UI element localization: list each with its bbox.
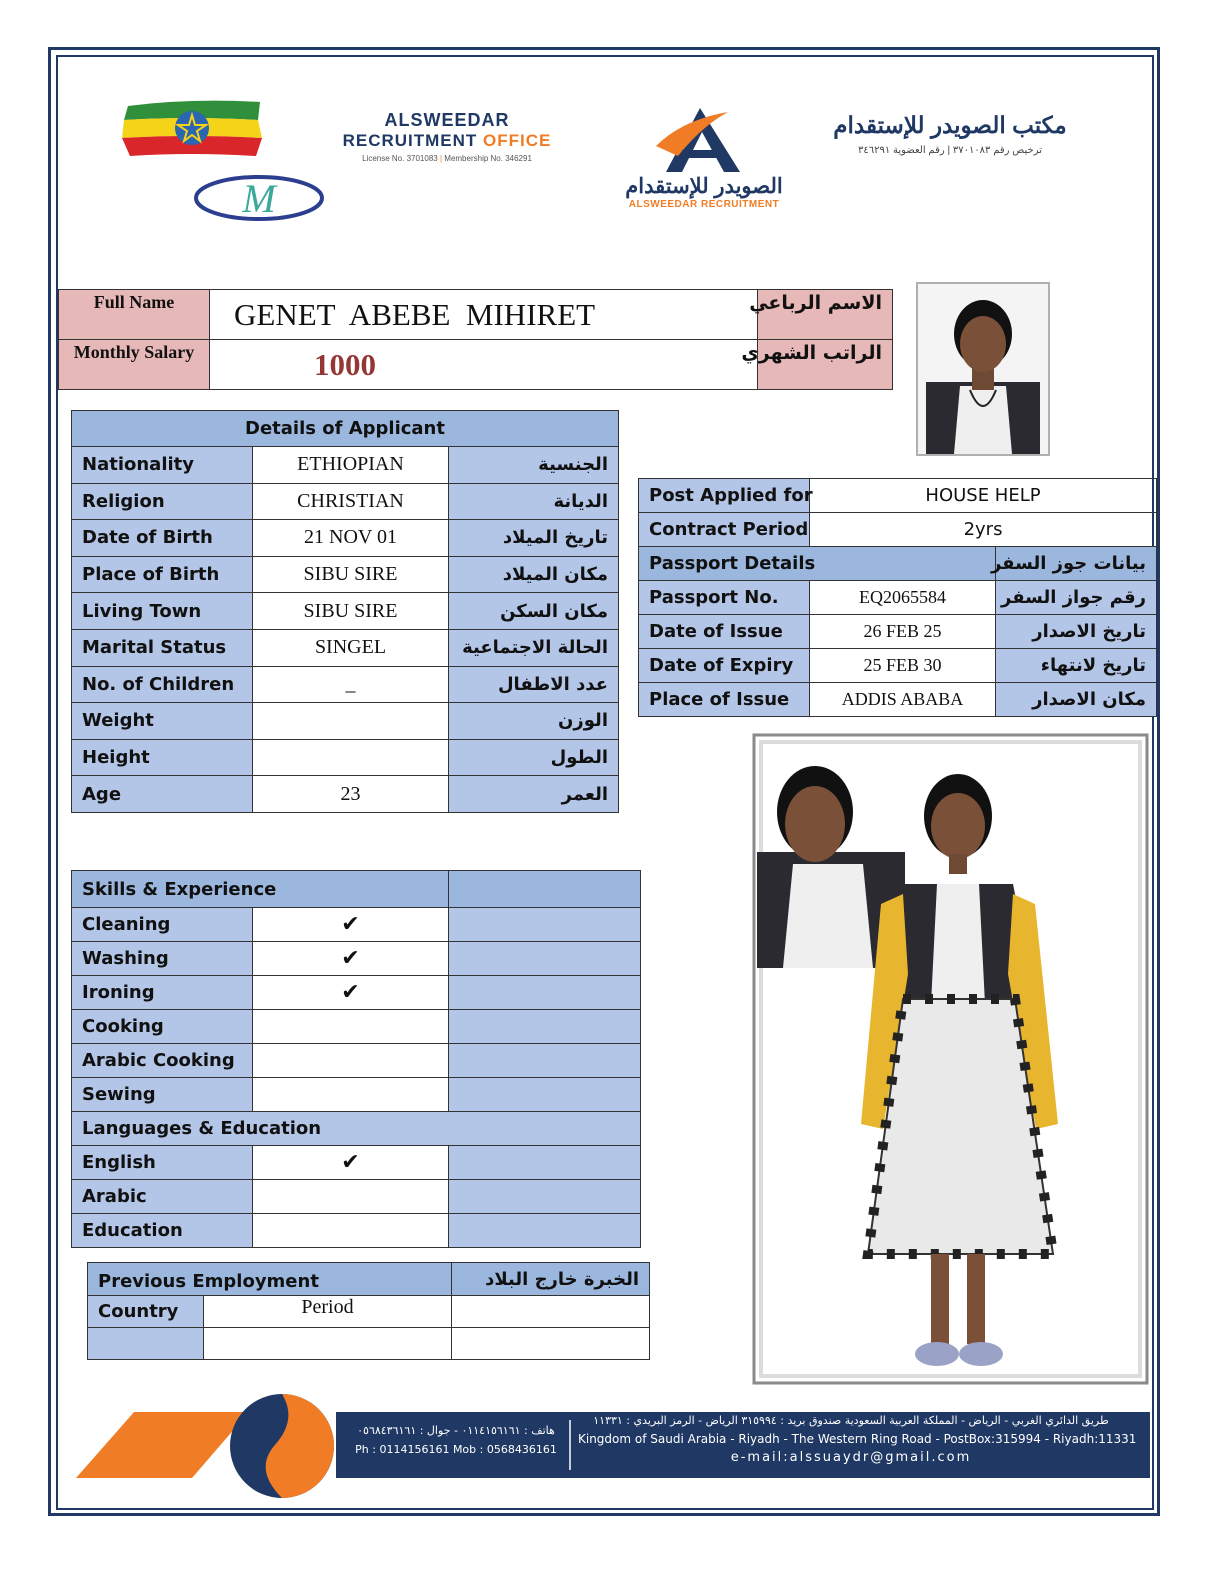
post-value: HOUSE HELP bbox=[810, 479, 1157, 513]
details-label: Weight bbox=[72, 703, 253, 740]
details-value bbox=[253, 703, 449, 740]
table-row bbox=[72, 666, 619, 703]
details-label: Height bbox=[72, 739, 253, 776]
details-label: Marital Status bbox=[72, 629, 253, 666]
name-salary-table bbox=[58, 289, 893, 390]
passport-value: EQ2065584 bbox=[810, 581, 996, 615]
office-logo-line2a: RECRUITMENT bbox=[342, 131, 478, 150]
salary-arabic: الراتب الشهري bbox=[758, 340, 893, 390]
skill-blank-cell bbox=[449, 1146, 641, 1180]
salary-value: 1000 bbox=[210, 340, 758, 390]
details-title: Details of Applicant bbox=[72, 411, 619, 447]
m-logo bbox=[192, 170, 327, 224]
check-mark-icon bbox=[253, 1010, 449, 1044]
full-name-label: Full Name bbox=[59, 290, 210, 340]
skill-label: Arabic Cooking bbox=[72, 1044, 253, 1078]
details-arabic-label: تاريخ الميلاد bbox=[449, 520, 619, 557]
skill-blank-cell bbox=[449, 1044, 641, 1078]
table-row bbox=[72, 556, 619, 593]
details-label: Religion bbox=[72, 483, 253, 520]
check-mark-icon: ✔ bbox=[253, 1146, 449, 1180]
right-logo-title: مكتب الصويدر للإستقدام bbox=[833, 112, 1067, 138]
skill-label: Washing bbox=[72, 942, 253, 976]
passport-arabic-label: تاريخ الاصدار bbox=[996, 615, 1157, 649]
details-value: SINGEL bbox=[253, 629, 449, 666]
table-row bbox=[639, 581, 1157, 615]
footer-address-arabic: طريق الدائري الغربي - الرياض - المملكة العربية السعودية صندوق بريد : ٣١٥٩٩٤ الرياض - الرمز البريدي : ١١٣٣١ bbox=[593, 1414, 1109, 1427]
check-mark-icon bbox=[253, 1078, 449, 1112]
details-arabic-label: مكان الميلاد bbox=[449, 556, 619, 593]
table-row bbox=[72, 703, 619, 740]
salary-label: Monthly Salary bbox=[59, 340, 210, 390]
table-row bbox=[72, 739, 619, 776]
m-logo-letter: M bbox=[242, 176, 276, 221]
contract-label: Contract Period bbox=[639, 513, 810, 547]
employment-title-arabic: الخبرة خارج البلاد bbox=[452, 1263, 650, 1296]
details-arabic-label: الجنسية bbox=[449, 447, 619, 484]
footer-email[interactable]: e-mail:alssuaydr@gmail.com bbox=[730, 1450, 972, 1465]
details-arabic-label: العمر bbox=[449, 776, 619, 813]
office-logo: ALSWEEDAR RECRUITMENT OFFICE License No. 3701083 | Membership No. 346291 bbox=[334, 110, 560, 163]
table-row bbox=[72, 1010, 641, 1044]
skill-blank-cell bbox=[449, 1078, 641, 1112]
check-mark-icon bbox=[253, 1214, 449, 1248]
period-label: Period bbox=[204, 1296, 452, 1328]
details-value: _ bbox=[253, 666, 449, 703]
footer-phone-english: Ph : 0114156161 Mob : 0568436161 bbox=[355, 1443, 557, 1456]
details-label: No. of Children bbox=[72, 666, 253, 703]
check-mark-icon bbox=[253, 1044, 449, 1078]
details-arabic-label: عدد الاطفال bbox=[449, 666, 619, 703]
a-logo-mark bbox=[652, 100, 752, 180]
details-arabic-label: الوزن bbox=[449, 703, 619, 740]
table-row bbox=[72, 908, 641, 942]
check-mark-icon bbox=[253, 1180, 449, 1214]
center-logo-english: ALSWEEDAR RECRUITMENT bbox=[628, 199, 780, 210]
details-value: SIBU SIRE bbox=[253, 556, 449, 593]
table-row bbox=[639, 649, 1157, 683]
employment-table bbox=[87, 1262, 650, 1360]
skills-title-blank bbox=[449, 871, 641, 908]
country-label: Country bbox=[88, 1296, 204, 1328]
details-label: Living Town bbox=[72, 593, 253, 630]
table-row bbox=[72, 1044, 641, 1078]
footer-phone-block bbox=[346, 1424, 566, 1456]
center-logo-arabic: الصويدر للإستقدام bbox=[625, 175, 783, 198]
ethiopian-flag-logo bbox=[120, 96, 268, 162]
details-arabic-label: مكان السكن bbox=[449, 593, 619, 630]
table-row bbox=[72, 1078, 641, 1112]
skill-label: Cooking bbox=[72, 1010, 253, 1044]
applicant-portrait-photo bbox=[916, 282, 1050, 456]
skill-blank-cell bbox=[449, 1214, 641, 1248]
contract-value: 2yrs bbox=[810, 513, 1157, 547]
employment-row-period bbox=[204, 1328, 452, 1360]
passport-label: Place of Issue bbox=[639, 683, 810, 717]
footer-address-english: Kingdom of Saudi Arabia - Riyadh - The Western Ring Road - PostBox:315994 - Riyadh:11331 bbox=[578, 1432, 1137, 1446]
post-label: Post Applied for bbox=[639, 479, 810, 513]
details-value: 23 bbox=[253, 776, 449, 813]
skill-blank-cell bbox=[449, 1180, 641, 1214]
office-logo-line2b: OFFICE bbox=[483, 131, 552, 150]
employment-title: Previous Employment bbox=[88, 1263, 452, 1296]
details-arabic-label: الطول bbox=[449, 739, 619, 776]
employment-row-extra bbox=[452, 1328, 650, 1360]
passport-arabic-label: رقم جواز السفر bbox=[996, 581, 1157, 615]
details-arabic-label: الحالة الاجتماعية bbox=[449, 629, 619, 666]
passport-arabic-label: مكان الاصدار bbox=[996, 683, 1157, 717]
passport-value: ADDIS ABABA bbox=[810, 683, 996, 717]
office-logo-line1: ALSWEEDAR bbox=[384, 110, 510, 130]
table-row bbox=[72, 776, 619, 813]
table-row bbox=[72, 520, 619, 557]
skill-blank-cell bbox=[449, 942, 641, 976]
skill-label: Education bbox=[72, 1214, 253, 1248]
passport-header-arabic: بيانات جوز السفر bbox=[996, 547, 1157, 581]
skill-label: Ironing bbox=[72, 976, 253, 1010]
table-row bbox=[72, 1146, 641, 1180]
skill-blank-cell bbox=[449, 1010, 641, 1044]
table-row bbox=[72, 629, 619, 666]
skill-label: English bbox=[72, 1146, 253, 1180]
table-row bbox=[72, 1180, 641, 1214]
details-label: Place of Birth bbox=[72, 556, 253, 593]
skills-table bbox=[71, 870, 641, 1248]
check-mark-icon: ✔ bbox=[253, 908, 449, 942]
employment-row-country bbox=[88, 1328, 204, 1360]
center-logo bbox=[612, 174, 796, 210]
full-name-arabic: الاسم الرباعي bbox=[758, 290, 893, 340]
table-row bbox=[72, 942, 641, 976]
check-mark-icon: ✔ bbox=[253, 942, 449, 976]
table-row bbox=[72, 483, 619, 520]
employment-blank-cell bbox=[452, 1296, 650, 1328]
skill-label: Sewing bbox=[72, 1078, 253, 1112]
details-value: ETHIOPIAN bbox=[253, 447, 449, 484]
passport-header: Passport Details bbox=[639, 547, 996, 581]
table-row bbox=[72, 1214, 641, 1248]
table-row bbox=[72, 976, 641, 1010]
full-name-value: GENET ABEBE MIHIRET bbox=[210, 290, 758, 340]
details-label: Age bbox=[72, 776, 253, 813]
table-row bbox=[72, 593, 619, 630]
languages-title: Languages & Education bbox=[72, 1112, 641, 1146]
details-value: SIBU SIRE bbox=[253, 593, 449, 630]
skill-label: Cleaning bbox=[72, 908, 253, 942]
skill-blank-cell bbox=[449, 908, 641, 942]
footer-phone-arabic: هاتف : ٠١١٤١٥٦١٦١ - جوال : ٠٥٦٨٤٣٦١٦١ bbox=[357, 1424, 555, 1437]
right-logo-subtitle: ترخيص رقم ٣٧٠١٠٨٣ | رقم العضوية ٣٤٦٢٩١ bbox=[857, 145, 1043, 156]
check-mark-icon: ✔ bbox=[253, 976, 449, 1010]
table-row bbox=[639, 683, 1157, 717]
table-row bbox=[639, 615, 1157, 649]
post-passport-table bbox=[638, 478, 1157, 717]
office-membership: Membership No. 346291 bbox=[444, 154, 532, 163]
details-table bbox=[71, 410, 619, 813]
passport-label: Date of Expiry bbox=[639, 649, 810, 683]
passport-label: Date of Issue bbox=[639, 615, 810, 649]
passport-value: 26 FEB 25 bbox=[810, 615, 996, 649]
passport-label: Passport No. bbox=[639, 581, 810, 615]
passport-arabic-label: تاريخ لانتهاء bbox=[996, 649, 1157, 683]
right-logo bbox=[822, 112, 1078, 156]
passport-value: 25 FEB 30 bbox=[810, 649, 996, 683]
applicant-full-body-photo bbox=[753, 734, 1148, 1384]
details-label: Date of Birth bbox=[72, 520, 253, 557]
office-license: License No. 3701083 bbox=[362, 154, 438, 163]
details-value: CHRISTIAN bbox=[253, 483, 449, 520]
skill-blank-cell bbox=[449, 976, 641, 1010]
details-arabic-label: الديانة bbox=[449, 483, 619, 520]
details-value: 21 NOV 01 bbox=[253, 520, 449, 557]
skill-label: Arabic bbox=[72, 1180, 253, 1214]
skills-title: Skills & Experience bbox=[72, 871, 449, 908]
details-label: Nationality bbox=[72, 447, 253, 484]
details-value bbox=[253, 739, 449, 776]
table-row bbox=[72, 447, 619, 484]
footer-address-block bbox=[578, 1414, 1137, 1465]
